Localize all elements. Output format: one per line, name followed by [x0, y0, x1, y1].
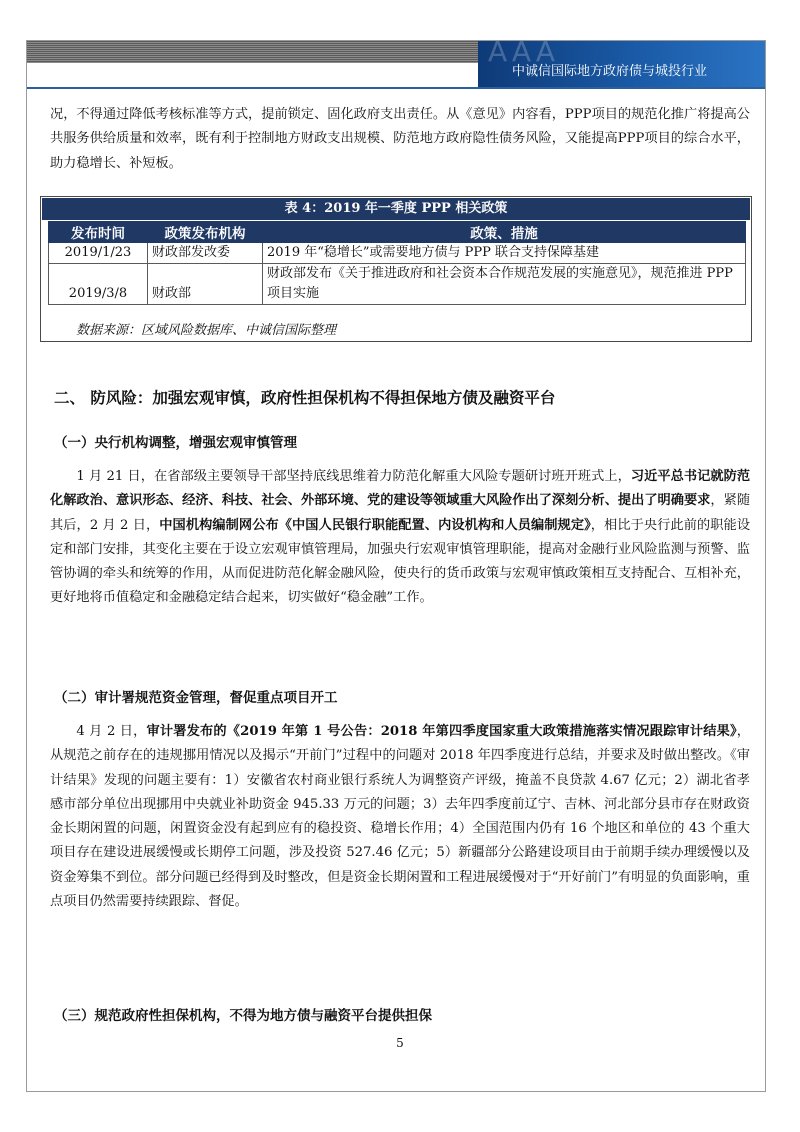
header-agency: 政策发布机构: [148, 222, 263, 243]
table-row: [49, 243, 746, 264]
cell-policy: 2019 年“稳增长”或需要地方债与 PPP 联合支持保障基建: [263, 243, 746, 264]
bold-text-run: 审计署发布的《2019 年第 1 号公告：2018 年第四季度国家重大政策措施落实情况跟踪审计结果》: [146, 724, 737, 739]
subsection-heading-2: （二）审计署规范资金管理，督促重点项目开工: [54, 690, 338, 706]
policy-table: [48, 221, 746, 305]
page-number: 5: [396, 1036, 404, 1050]
intro-paragraph: 况，不得通过降低考核标准等方式，提前锁定、固化政府支出责任。从《意见》内容看，PPP项目的规范化推广将提高公共服务供给质量和效率，既有利于控制地方财政支出规模、防范地方政府隐性债务风险，又能提高PPP项目的综合水平，助力稳增长、补短板。: [50, 107, 750, 171]
text-run: ，相比于央行此前的职能设定和部门安排，其变化主要在于设立宏观审慎管理局，加强央行宏观审慎管理职能，提高对金融行业风险监测与预警、监管协调的牵头和统筹的作用，从而促进防范化解金融风险，使央行的货币政策与宏观审慎政策相互支持配合、互相补充，更好地将币值稳定和金融稳定结合起来，切实做好“稳金融”工作。: [50, 517, 751, 606]
table-header-row: [49, 222, 746, 243]
table-row: [49, 264, 746, 305]
cell-agency: 财政部发改委: [148, 243, 263, 264]
subsection-heading-3: （三）规范政府性担保机构，不得为地方债与融资平台提供担保: [54, 1008, 432, 1024]
table-source: 数据来源：区域风险数据库、中诚信国际整理: [76, 323, 337, 338]
text-run: ，从规范之前存在的违规挪用情况以及揭示“开前门”过程中的问题对 2018 年四季度进行总结，并要求及时做出整改。《审计结果》发现的问题主要有：1）安徽省农村商业银行系统人为调整资产评级，掩盖不良贷款 4.67 亿元；2）湖北省孝感市部分单位出现挪用中央就业补助资金 945.33 万元的问题；3）去年四季度前辽宁、吉林、河北部分县市存在财政资金长期闲置的问题，闲置资金没有起到应有的稳投资、稳增长作用；4）全国范围内仍有 16 个地区和单位的 43 个重大项目存在建设进展缓慢或长期停工问题，涉及投资 527.46 亿元；5）新疆部分公路建设项目由于前期手续办理缓慢以及资金筹集不到位。部分问题已经得到及时整改，但是资金长期闲置和工程进展缓慢对于“开好前门”有明显的负面影响，重点项目仍然需要持续跟踪、督促。: [50, 724, 750, 910]
header-policy: 政策、措施: [263, 222, 746, 243]
bold-text-run: 习近平总书记就防范化解政治、意识形态、经济、科技、社会、外部环境、党的建设等领域重大风险作出了深刻分析、提出了明确要求: [50, 469, 751, 509]
subsection-1-paragraph: [50, 465, 750, 611]
header-rule: [27, 87, 765, 89]
bold-text-run: 中国机构编制网公布《中国人民银行职能配置、内设机构和人员编制规定》: [159, 517, 591, 533]
text-run: 4 月 2 日，: [76, 724, 147, 739]
cell-date: 2019/1/23: [49, 243, 148, 264]
header-logo-decoration: AAA: [488, 41, 560, 68]
cell-agency: 财政部: [148, 264, 263, 305]
subsection-heading-1: （一）央行机构调整，增强宏观审慎管理: [54, 435, 297, 451]
cell-date: 2019/3/8: [49, 264, 148, 305]
text-run: 1 月 21 日，在省部级主要领导干部坚持底线思维着力防范化解重大风险专题研讨班开班式上，: [76, 469, 631, 484]
cell-policy: 财政部发布《关于推进政府和社会资本合作规范发展的实施意见》，规范推进 PPP 项目实施: [263, 264, 746, 305]
header-date: 发布时间: [49, 222, 148, 243]
table-caption: 表 4：2019 年一季度 PPP 相关政策: [42, 198, 750, 220]
section-heading: 二、 防风险：加强宏观审慎，政府性担保机构不得担保地方债及融资平台: [54, 389, 556, 407]
header-title: 中诚信国际地方政府债与城投行业: [512, 64, 708, 79]
subsection-2-paragraph: [50, 720, 750, 914]
text-run: ，紧随其后，2 月 2 日，: [50, 493, 751, 533]
